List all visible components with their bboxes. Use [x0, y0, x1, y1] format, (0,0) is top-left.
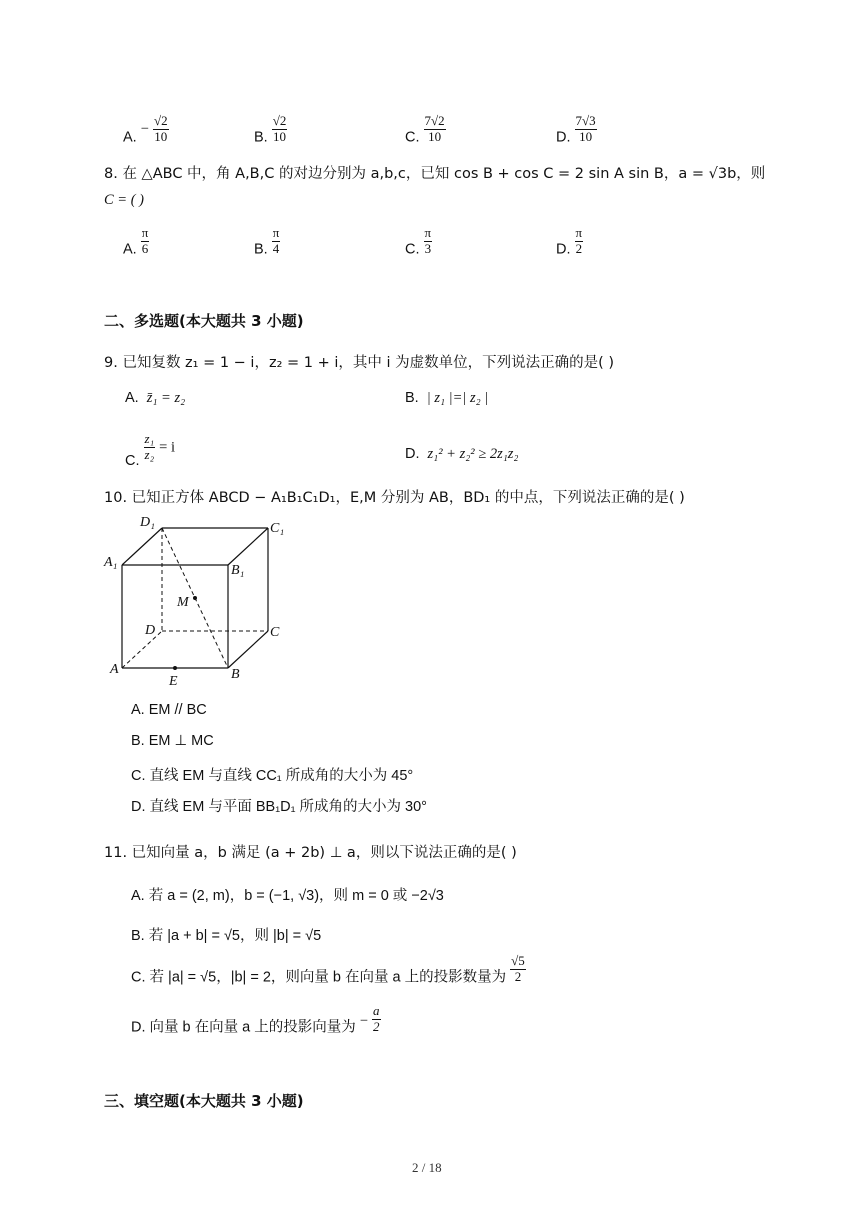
- q9-option-b: B. | z₁ |=| z₂ |: [405, 390, 489, 406]
- q10-option-a: A. EM // BC: [131, 702, 207, 718]
- edge-a1-d1: [122, 528, 162, 565]
- q7-option-b: B. $\frac{√2}{10}$: [254, 113, 287, 146]
- q10-option-c: C. 直线 EM 与直线 CC₁ 所成角的大小为 45°: [131, 768, 414, 784]
- q9-option-a: A. z̄₁ = z₂: [125, 390, 186, 406]
- q8-option-d: D. $\frac{\pi}{2}$: [556, 225, 583, 258]
- q10-option-b: B. EM ⊥ MC: [131, 733, 214, 749]
- label-d1: D₁: [140, 515, 155, 530]
- label-e: E: [169, 674, 178, 689]
- q11-option-c: C. 若 |a| = √5，|b| = 2，则向量 b 在向量 a 上的投影数量为 $\frac{√5}{2}$: [131, 953, 525, 986]
- q10-stem: 10. 已知正方体 ABCD − A₁B₁C₁D₁，E,M 分别为 AB，BD₁ 的中点，下列说法正确的是( ): [104, 490, 685, 506]
- q7-option-d: D. $\frac{7√3}{10}$: [556, 113, 596, 146]
- q8-option-c: C. $\frac{\pi}{3}$: [405, 225, 432, 258]
- label-c: C: [270, 625, 280, 640]
- page-number: 2 / 18: [412, 1160, 442, 1175]
- cube-figure: [100, 510, 300, 690]
- q7-option-a: A. − $\frac{√2}{10}$: [123, 113, 168, 146]
- section-heading-fill-in: 三、填空题(本大题共 3 小题): [104, 1092, 304, 1110]
- label-c1: C₁: [270, 521, 285, 536]
- q9-option-d: D. z₁² + z₂² ≥ 2z₁z₂: [405, 446, 519, 462]
- q11-option-d: D. 向量 b 在向量 a 上的投影向量为 − $\frac{a}{2}$: [131, 1003, 380, 1036]
- point-e: [173, 666, 177, 670]
- label-m: M: [177, 595, 189, 610]
- section-heading-multiple-choice: 二、多选题(本大题共 3 小题): [104, 312, 304, 330]
- label-b1: B₁: [231, 563, 245, 578]
- label-a1: A₁: [104, 555, 118, 570]
- q8-option-b: B. $\frac{\pi}{4}$: [254, 225, 280, 258]
- edge-a-d-hidden: [122, 631, 162, 668]
- q7-option-c: C. $\frac{7√2}{10}$: [405, 113, 445, 146]
- q8-option-a: A. $\frac{\pi}{6}$: [123, 225, 149, 258]
- label-b: B: [231, 667, 240, 682]
- q10-option-d: D. 直线 EM 与平面 BB₁D₁ 所成角的大小为 30°: [131, 799, 427, 815]
- q11-option-a: A. 若 a = (2, m)，b = (−1, √3)，则 m = 0 或 −2√3: [131, 888, 444, 904]
- label-a: A: [110, 662, 119, 677]
- q8-stem-line2: C = ( ): [104, 192, 144, 208]
- point-m: [193, 596, 197, 600]
- q11-option-b: B. 若 |a + b| = √5，则 |b| = √5: [131, 928, 322, 944]
- label-d: D: [145, 623, 156, 638]
- q11-stem: 11. 已知向量 a，b 满足 (a + 2b) ⊥ a，则以下说法正确的是( ): [104, 845, 517, 861]
- q8-stem-line1: 8. 在 △ABC 中，角 A,B,C 的对边分别为 a,b,c，已知 cos B + cos C = 2 sin A sin B，a = √3b，则: [104, 166, 766, 182]
- edge-b-c: [228, 631, 268, 668]
- edge-b1-c1: [228, 528, 268, 565]
- q9-stem: 9. 已知复数 z₁ = 1 − i，z₂ = 1 + i，其中 i 为虚数单位，下列说法正确的是( ): [104, 355, 615, 371]
- q9-option-c: C. $\frac{\text{z₁}}{\text{z₂}}$ = i: [125, 431, 175, 470]
